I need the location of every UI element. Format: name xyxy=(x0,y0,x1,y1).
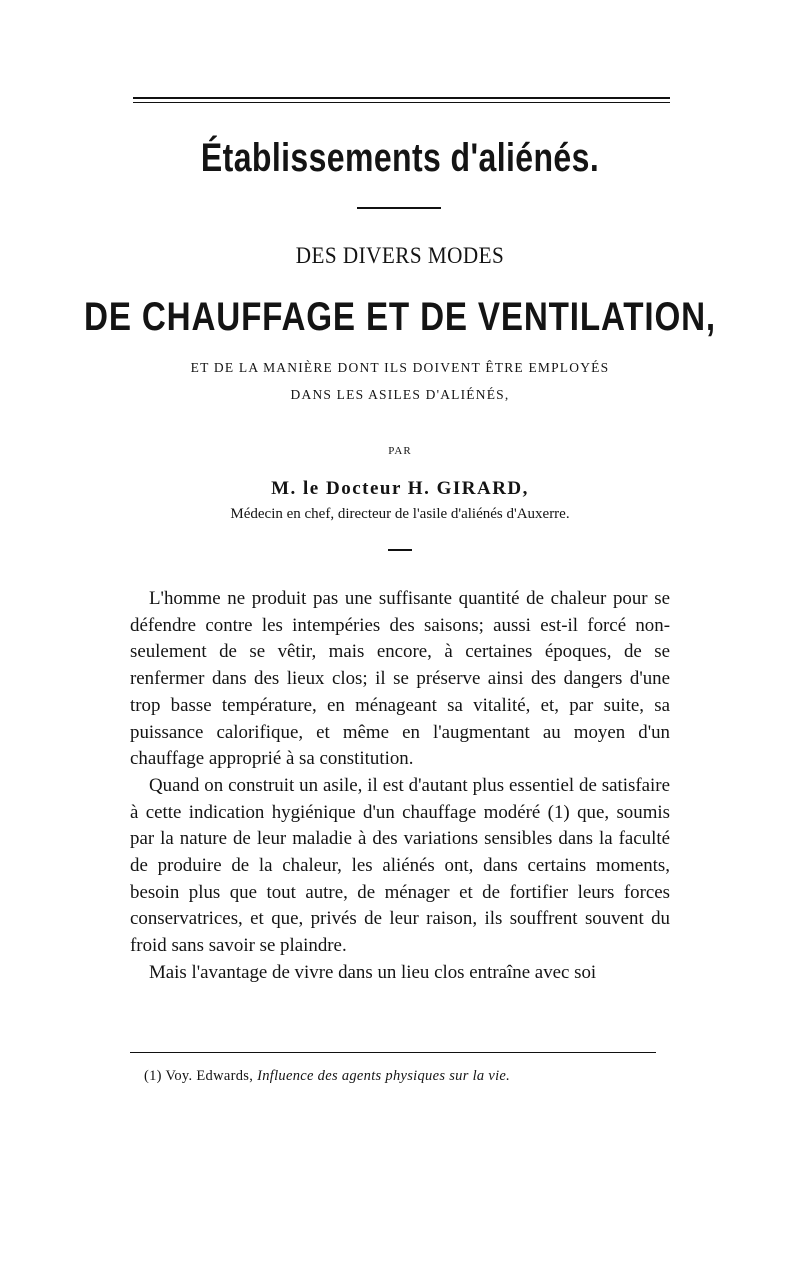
author-name: M. le Docteur H. GIRARD, xyxy=(271,478,529,499)
section-title: Établissements d'aliénés. xyxy=(200,136,600,180)
article-title-line-4: DANS LES ASILES D'ALIÉNÉS, xyxy=(290,387,510,402)
paragraph: Mais l'avantage de vivre dans un lieu clos entraîne avec soi xyxy=(149,961,597,983)
footnote xyxy=(144,1068,664,1085)
article-title-line-3: ET DE LA MANIÈRE DONT ILS DOIVENT ÊTRE EMPLOYÉS xyxy=(190,360,610,375)
title-divider xyxy=(357,207,441,209)
byline-par: PAR xyxy=(388,445,412,457)
body-text xyxy=(130,586,670,987)
author-affiliation: Médecin en chef, directeur de l'asile d'aliénés d'Auxerre. xyxy=(230,506,570,522)
footnote-prefix: Voy. Edwards, xyxy=(165,1068,254,1084)
paragraph: L'homme ne produit pas une suffisante quantité de chaleur pour se défendre contre les intempéries des saisons; aussi est-il forcé non-seulement de se vêtir, mais encore, à certaines époques, de se renfermer dans des lieux clos; il se préserve ainsi des dangers d'une trop basse température, en ménageant sa vitalité, et, par suite, sa puissance calorifique, et même en l'augmentant au moyen d'un chauffage approprié à sa constitution. xyxy=(130,588,670,770)
paragraph: Quand on construit un asile, il est d'autant plus essentiel de satisfaire à cette indication hygiénique d'un chauffage modéré (1) que, soumis par la nature de leur maladie à des variations sensibles dans la faculté de produire de la chaleur, les aliénés ont, dans certains moments, besoin plus que tout autre, de ménager et de fortifier leurs forces conservatrices, et que, privés de leur raison, ils souffrent souvent du froid sans savoir se plaindre. xyxy=(130,774,670,957)
top-double-rule xyxy=(133,97,670,103)
article-title-line-1: DES DIVERS MODES xyxy=(295,243,505,268)
footnote-title: Influence des agents physiques sur la vie. xyxy=(257,1068,511,1084)
byline-divider xyxy=(388,549,412,551)
footnote-marker: (1) xyxy=(144,1068,162,1084)
article-title-line-2: DE CHAUFFAGE ET DE VENTILATION, xyxy=(84,295,716,339)
footnote-rule xyxy=(130,1052,656,1053)
